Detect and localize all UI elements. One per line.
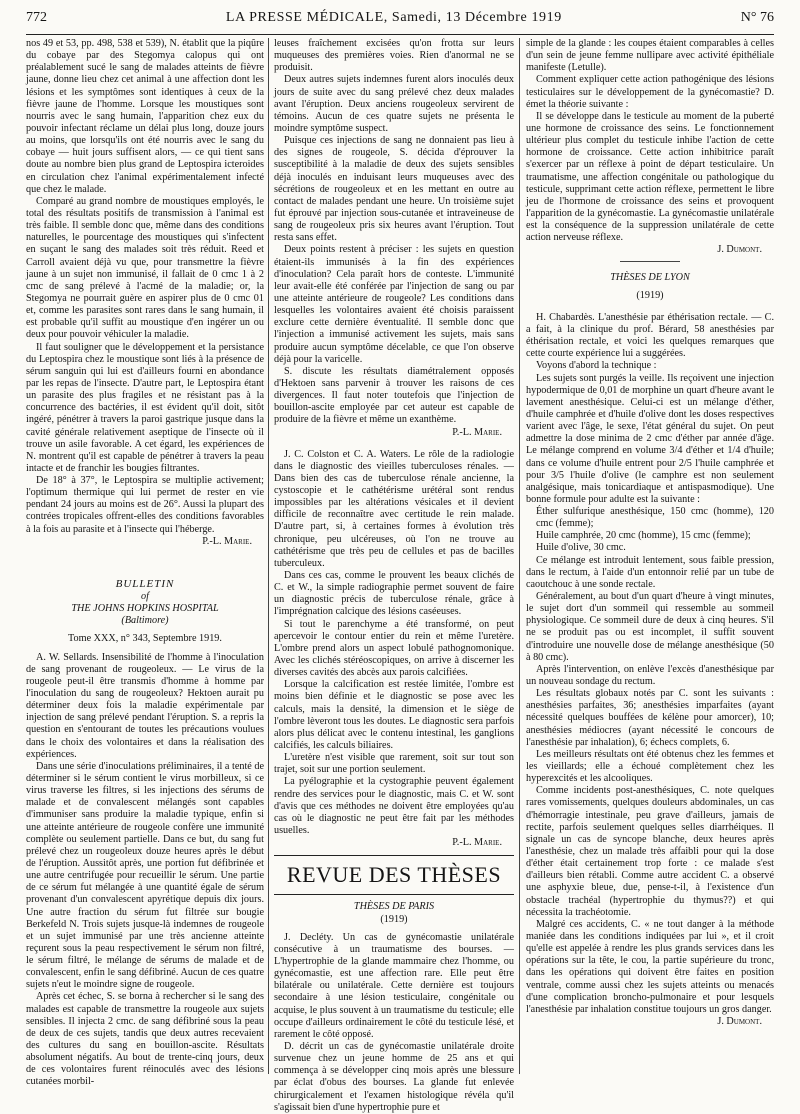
paragraph: L'uretère n'est visible que rarement, soit sur tout son trajet, soit sur une portion seulement. (274, 752, 514, 776)
subsection-year: (1919) (636, 289, 664, 301)
subsection-year: (1919) (380, 913, 408, 925)
paragraph: J. Decléty. Un cas de gynécomastie unilatérale consécutive à un traumatisme des bourses. — L'hypertrophie de la glande mammaire chez l'homme, ou gynécomastie, est une affection rare. Elle peut être bilatérale ou unilatérale. Cette dernière est toujours secondaire à une lésion testiculaire, congénitale ou acquise, le plus souvent à un traumatisme du testicule; elle occupe d'ailleurs ordinairement le côté du testicule lésé, et rarement le côté opposé. (274, 931, 514, 1040)
paragraph: D. décrit un cas de gynécomastie unilatérale droite survenue chez un jeune homme de 25 ans et qui commença à se développer cinq mois après une blessure par éclat d'obus des bourses. La glande fut enlevée chirurgicalement et l'examen histologique révéla qu'il s'agissait bien d'une hypertrophie pure et (274, 1041, 514, 1113)
paragraph: Il faut souligner que le développement et la persistance du Leptospira chez le moustique sont liés à la présence de sérum sanguin qui lui est d'ailleurs fourni en abondance par les repas de l'insecte. D'autre part, le Leptospira étant un parasite des plus fragiles et ne résistant pas à la concurrence des bactéries, il est évident qu'il doit, sitôt ingéré, pénétrer à travers la paroi gastrique jusque dans la cavité générale relativement aseptique de l'insecte où il trouve un asile favorable. A cet égard, les expériences de N. montrent qu'il est capable de pénétrer à travers la peau intacte et de franchir les bougies filtrantes. (26, 341, 264, 474)
section-rule (620, 261, 680, 262)
page-header (26, 10, 774, 32)
section-heading: REVUE DES THÈSES (286, 862, 502, 888)
paragraph: Voyons d'abord la technique : (536, 360, 657, 372)
paragraph: A. W. Sellards. Insensibilité de l'homme à l'inoculation de sang provenant de rougeoleux. — Le virus de la rougeole peut-il être transmis d'homme à homme par l'inoculation du sang de rougeoleux? Hektoen aurait pu déterminer deux fois la maladie expérimentale par injection de sang prélevé pendant l'éruption. S. a repris la question en s'entourant de toutes les précautions voulues dans le choix des volontaires et dans la réalisation des expériences. (26, 651, 264, 760)
column-divider (268, 38, 269, 1074)
paragraph: Comparé au grand nombre de moustiques employés, le total des résultats positifs de transmission à l'animal est très faible. Il semble donc que, même dans des conditions naturelles, le pourcentage des moustiques qui s'infectent en suçant le sang des malades soit très réduit. Reed et Carroll avaient déjà vu que, pour transmettre la fièvre jaune à un sujet non immunisé, il fallait de 0 cmc 1 à 2 cmc de sang prélevé à l'acmé de la maladie; or, la Stegomya ne pourrait guère en aspirer plus de 0 cmc 01 et, comme les parasites sont rares dans le sang humain, il est probable qu'il suffit au moustique d'en ingérer un ou deux pour pouvoir véhiculer la maladie. (26, 195, 264, 341)
column-divider (519, 38, 520, 1074)
section-rule (274, 855, 514, 856)
column-2 (274, 38, 514, 1113)
signature: J. Dumont. (717, 1015, 762, 1027)
paragraph: S. discute les résultats diamétralement opposés d'Hektoen sans parvenir à trouver les raisons de ces divergences. Il faut noter toutefois que l'injection de bouillon-ascite employée par cet auteur est capable de produire de la fièvre et même un exanthème. (274, 365, 514, 426)
section-rule (274, 894, 514, 895)
formula-line: Huile d'olive, 30 cmc. (536, 542, 626, 554)
section-subtitle: of (141, 590, 149, 602)
formula-line: Huile camphrée, 20 cmc (homme), 15 cmc (femme); (536, 530, 751, 542)
subsection-title: THÈSES DE LYON (610, 271, 690, 283)
paragraph: De 18° à 37°, le Leptospira se multiplie activement; l'optimum thermique qui lui permet de rester en vie pendant 24 jours au moins est de 26°. Aussi la plupart des contrées tropicales offrent-elles des conditions favorables à la fois au parasite et à l'insecte qui l'héberge. (26, 475, 264, 535)
paragraph: Deux autres sujets indemnes furent alors inoculés deux jours de suite avec du sang prélevé chez deux malades avant l'éruption. Deux anciens rougeoleux servirent de témoins. Aucun de ces quatre sujets ne présenta le moindre symptôme suspect. (274, 74, 514, 134)
subsection-title: THÈSES DE PARIS (353, 901, 435, 913)
signature: P.-L. Marie. (452, 837, 502, 849)
issue-number: N° 76 (740, 10, 774, 25)
column-3 (526, 38, 774, 1076)
paragraph: Les sujets sont purgés la veille. Ils reçoivent une injection hypodermique de 0,01 de morphine un quart d'heure avant le lavement anesthésique. Celui-ci est un mélange d'éther, d'huile camphrée et d'huile d'olive dont les doses respectives varient avec l'âge, le sexe, l'état général du sujet. On peut admettre la dose minima de 2 cmc d'éther par année d'âge. Le mélange comprend en volume 3/4 d'éther et 1/4 d'huile; dans ce volume d'huile entrent pour 2/5 l'huile camphrée et pour 3/5 l'huile d'olive (le camphre est non seulement analgésique, mais tonicardiaque et antispasmodique). Une bonne formule pour adulte est la suivante : (526, 372, 774, 505)
paragraph: Les meilleurs résultats ont été obtenus chez les femmes et les vieillards; elle a échoué complètement chez les hyperexcités et les alcooliques. (526, 748, 774, 785)
paragraph: Il se développe dans le testicule au moment de la puberté une hormone de croissance des seins. Le fonctionnement ultérieur plus complet du testicule inhibe l'action de cette hormone de croissance. Cette action inhibitrice paraît s'exercer par un réflexe à point de départ testiculaire. Un traumatisme, une affection congénitale ou pathologique du testicule, supprimant cette action réflexe, permettent le libre jeu de l'hormone de croissance des seins et provoquent l'apparition de la gynécomastie. La gynécomastie unilatérale est la conséquence de la suppression unilatérale de cette action nerveuse réflexe. (526, 110, 774, 244)
signature: P.-L. Marie. (452, 426, 502, 438)
formula-line: Éther sulfurique anesthésique, 150 cmc (homme), 120 cmc (femme); (536, 506, 774, 530)
paragraph: Ce mélange est introduit lentement, sous faible pression, dans le rectum, à l'aide d'un entonnoir relié par un tube de caoutchouc à une sonde rectale. (526, 554, 774, 590)
paragraph: Lorsque la calcification est restée limitée, l'ombre est moins bien définie et le diagnostic se pose avec les calculs, mais la densité, la dimension et le siège de l'ombre lèveront tous les doutes. Le diagnostic sera parfois alors plus délicat avec le contenu intestinal, les ganglions calcifiés, les calculs biliaires. (274, 679, 514, 752)
paragraph: Après l'intervention, on enlève l'excès d'anesthésique par un nouveau sondage du rectum. (526, 663, 774, 688)
paragraph: nos 49 et 53, pp. 498, 538 et 539), N. établit que la piqûre du cobaye par des Stegomya calopus qui ont préalablement sucé le sang de malades atteints de fièvre jaune, donne lieu chez cet animal à une affection dont les lésions et les symptômes sont identiques à ceux de la fièvre jaune de l'homme. Lorsque les moustiques sont nourris avec le sang humain, l'apparition chez eux du pouvoir infectant réclame un délai plus long, douze jours au moins, que lorsqu'ils ont été nourris avec le sang du cobaye — huit jours suffisent alors, — ce qui tient sans doute au nombre bien plus grand de Leptospira icteroides en circulation chez l'animal expérimentalement infecté que chez le malade. (26, 38, 264, 195)
paragraph: Dans une série d'inoculations préliminaires, il a tenté de déterminer si le sérum contient le virus morbilleux, si ce virus traverse les filtres, si les injections des sérums de malade et de convalescent mélangés sont capables d'immuniser sans produire la maladie typique, enfin si une atteinte antérieure de rougeole confère une immunité complète ou seulement partielle. Dans ce but, du sang fut prélevé chez un rougeoleux douze heures après le début de l'éruption. Aussitôt après, une portion fut défibrinée et une autre centrifugée pour recueillir le sérum. Une partie de ce sérum fut mélangée à une quantité égale de sérum provenant d'un convalescent apyrétique depuis dix jours. Une autre fraction du sérum fut filtrée sur bougie Berkefeld N. Trois sujets jusque-là indemnes de rougeole et un sujet immunisé par une très ancienne atteinte reçurent sous la peau respectivement le sérum non filtré, le sérum filtré, le mélange de sérums de malade et de convalescent, enfin le sang défibriné. Aucun de ces quatre sujets n'eut le moindre signe de rougeole. (26, 760, 264, 991)
paragraph: simple de la glande : les coupes étaient comparables à celles d'un sein de jeune femme nullipare avec activité épithéliale manifeste (Letulle). (526, 38, 774, 74)
signature: J. Dumont. (717, 244, 762, 256)
paragraph: Généralement, au bout d'un quart d'heure à vingt minutes, le sujet dort d'un sommeil qui ressemble au sommeil physiologique. Ce sommeil dure de deux à cinq heures. S'il ne se produit pas ou est incomplet, il suffit souvent d'introduire une nouvelle dose de mélange anesthésique (50 à 80 cmc). (526, 591, 774, 663)
section-subtitle: THE JOHNS HOPKINS HOSPITAL (71, 603, 219, 615)
paragraph: leuses fraîchement excisées qu'on frotta sur leurs muqueuses des premières voies. Rien d'anormal ne se produisit. (274, 38, 514, 74)
paragraph: Puisque ces injections de sang ne donnaient pas lieu à des signes de rougeole, S. décida d'éprouver la susceptibilité à la maladie de deux des sujets sensibles déjà inoculés en induisant leurs muqueuses avec des sécrétions de rougeoleux et en les mettant en outre au contact de malades pendant une heure. Un troisième sujet fut éprouvé par injection sous-cutanée et intraveineuse de sang de rougeoleux pris six heures avant l'éruption. Tout resta sans effet. (274, 135, 514, 244)
column-1 (26, 38, 264, 1088)
paragraph: La pyélographie et la cystographie peuvent également rendre des services pour le diagnostic, mais C. et W. sont d'avis que ces méthodes ne doivent être employées qu'au cas où le diagnostic ne peut être fait par les méthodes usuelles. (274, 776, 514, 836)
page-number: 772 (26, 10, 47, 25)
paragraph: Dans ces cas, comme le prouvent les beaux clichés de C. et W., la simple radiographie permet souvent de faire un diagnostic précis de tuberculose rénale, grâce à l'imprégnation calcique des lésions caséeuses. (274, 570, 514, 618)
paragraph: Comme incidents post-anesthésiques, C. note quelques rares vomissements, quelques douleurs abdominales, un cas d'hémorragie intestinale, peu grave d'ailleurs, jamais de rectite, parfois seulement quelques selles diarrhéiques. Il signale un cas de syncope blanche, deux heures après l'anesthésie, chez un malade très affaibli pour qui la dose d'éther était certainement trop forte : ce malade s'est d'ailleurs bien rétabli. Comme autre accident C. a observé une asphyxie bleue, due, pense-t-il, à l'existence d'un obstacle trachéal (hypertrophie du thymus??) et qui nécessita la trachéotomie. (526, 785, 774, 918)
header-rule (26, 34, 774, 35)
section-subtitle: (Baltimore) (121, 615, 169, 627)
paragraph: Deux points restent à préciser : les sujets en question étaient-ils immunisés à la fin des expériences d'inoculation? Cela paraît hors de conteste. L'immunité leur avait-elle été conférée par l'injection de sang ou par une atteinte antérieure de rougeole? Les conditions dans lesquelles les volontaires avaient été choisis paraissent exclure cette dernière éventualité. Il semble donc que l'injection a immunisé activement les sujets, mais sans produire aucun symptôme décelable, ce que l'on observe déjà pour la varicelle. (274, 244, 514, 365)
paragraph: J. C. Colston et C. A. Waters. Le rôle de la radiologie dans le diagnostic des vieilles tuberculoses rénales. — Dans bien des cas de tuberculose rénale ancienne, la cystoscopie et le cathétérisme urétéral sont rendus impossibles par les altérations vésicales et il devient difficile de reconnaître avec certitude le rein malade. D'autre part, si, à certaines formes à évolution très chronique, peu ulcéreuses, où l'on ne trouve au cathétérisme que très peu de cellules et pas de bacilles tuberculeux. (274, 448, 514, 569)
paragraph: Comment expliquer cette action pathogénique des lésions testiculaires sur le développement de la gynécomastie? D. émet la théorie suivante : (526, 74, 774, 110)
paragraph: Si tout le parenchyme a été transformé, on peut apercevoir le contour entier du rein et même l'uretère. L'ombre prend alors un aspect lobulé pathognomonique. Avec les clichés stéréoscopiques, on arrive à discerner les diverses cavités des abcès aux parois calcifiées. (274, 618, 514, 679)
journal-title: LA PRESSE MÉDICALE, Samedi, 13 Décembre 1919 (225, 10, 562, 25)
issue-line: Tome XXX, n° 343, Septembre 1919. (68, 633, 222, 645)
section-title: BULLETIN (115, 577, 175, 590)
paragraph: H. Chabardès. L'anesthésie par éthérisation rectale. — C. a fait, à la clinique du prof. Bérard, 58 anesthésies par éthérisation rectale, et voici les quelques remarques que cette courte expérience lui a suggérées. (526, 311, 774, 360)
paragraph: Les résultats globaux notés par C. sont les suivants : anesthésies parfaites, 36; anesthésies imparfaites (ayant nécessité quelques bouffées de kélène pour amorcer), 10; anesthésies médiocres (ayant nécessité le concours de l'anesthésie par inhalation), 6; échecs complets, 6. (526, 688, 774, 748)
paragraph: Malgré ces accidents, C. « ne tout danger à la méthode maniée dans les conditions indiquées par lui », et il croit qu'elle est appelée à rendre les plus grands services dans les opérations sur la tête, le cou, la partie supérieure du tronc, dans les opérations qui doivent être faites en position ventrale, comme aussi chez les sujets atteints ou menacés d'une complication broncho-pulmonaire et pour lesquels l'anesthésie par inhalation constitue toujours un gros danger. (526, 918, 774, 1015)
signature: P.-L. Marie. (202, 535, 252, 547)
paragraph: Après cet échec, S. se borna à rechercher si le sang des malades est capable de transmettre la rougeole aux sujets sensibles. Il injecta 2 cmc. de sang défibriné sous la peau de deux de ces sujets, tandis que deux autres recevaient des cultures du sang en bouillon-ascite. Résultats absolument négatifs. Au bout de trente-cinq jours, deux de ces volontaires furent réinoculés avec des lésions cutanées morbil- (26, 991, 264, 1088)
